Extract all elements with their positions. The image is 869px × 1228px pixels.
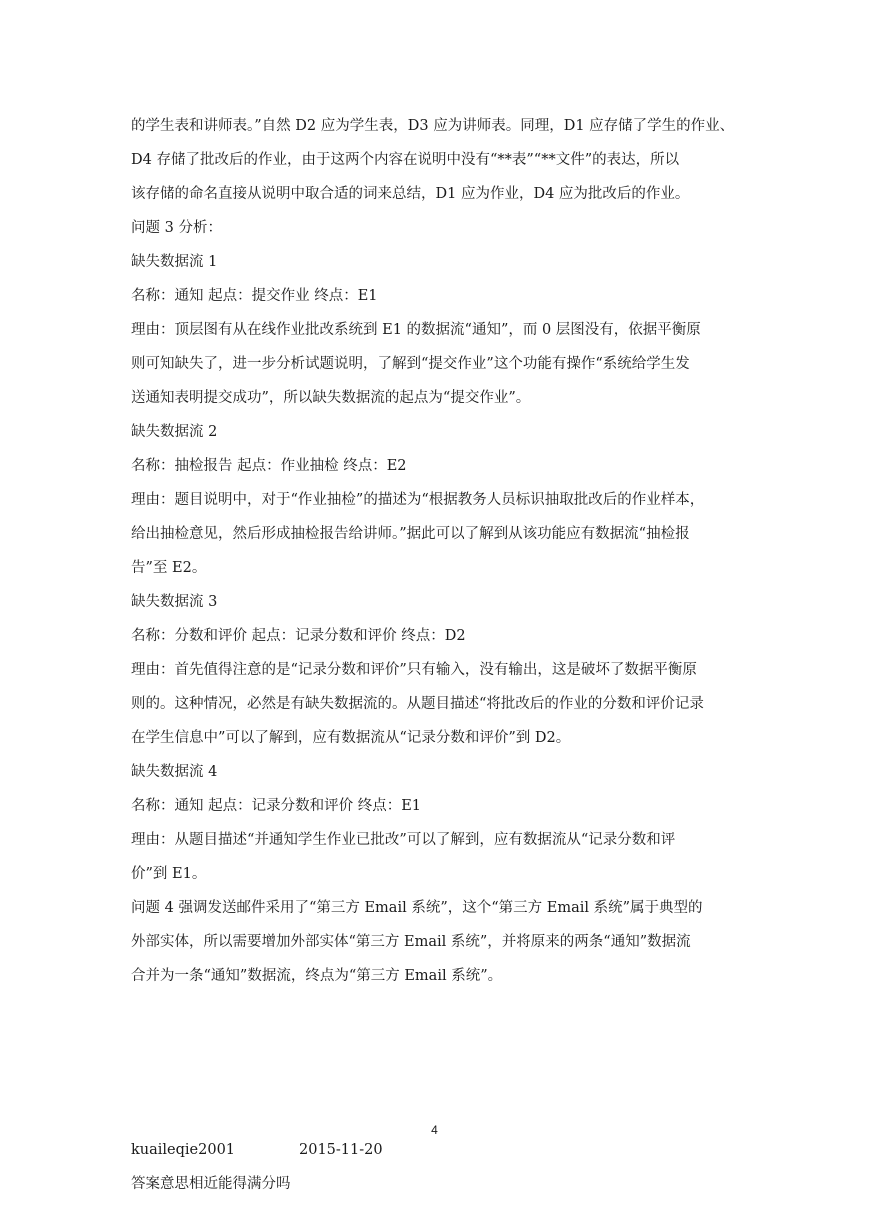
text-line: 的学生表和讲师表。”自然 D2 应为学生表，D3 应为讲师表。同理，D1 应存储了学生的作业、: [131, 118, 735, 134]
text-line: 名称：通知 起点：提交作业 终点：E1: [131, 288, 378, 304]
comment-username: kuaileqie2001: [131, 1142, 236, 1158]
text-line: 名称：分数和评价 起点：记录分数和评价 终点：D2: [131, 628, 466, 644]
text-line: 理由：首先值得注意的是“记录分数和评价”只有输入，没有输出，这是破坏了数据平衡原: [131, 662, 697, 678]
text-line: D4 存储了批改后的作业，由于这两个内容在说明中没有“**表”“**文件”的表达，所以: [131, 152, 680, 168]
text-line: 缺失数据流 1: [131, 254, 218, 270]
text-line: 告”至 E2。: [131, 560, 207, 576]
page-number: 4: [431, 1123, 438, 1137]
text-line: 名称：抽检报告 起点：作业抽检 终点：E2: [131, 458, 407, 474]
text-line: 缺失数据流 4: [131, 764, 218, 780]
document-body: [131, 109, 741, 1201]
spacer: [131, 993, 741, 1133]
text-line: 在学生信息中”可以了解到，应有数据流从“记录分数和评价”到 D2。: [131, 730, 571, 746]
text-line: 理由：题目说明中，对于“作业抽检”的描述为“根据教务人员标识抽取批改后的作业样本，: [131, 492, 705, 508]
text-line: 外部实体，所以需要增加外部实体“第三方 Email 系统”，并将原来的两条“通知”数据流: [131, 934, 691, 950]
text-line: 名称：通知 起点：记录分数和评价 终点：E1: [131, 798, 422, 814]
text-line: 则可知缺失了，进一步分析试题说明，了解到“提交作业”这个功能有操作“系统给学生发: [131, 356, 690, 372]
text-line: 给出抽检意见，然后形成抽检报告给讲师。”据此可以了解到从该功能应有数据流“抽检报: [131, 526, 690, 542]
text-line: 价”到 E1。: [131, 866, 207, 882]
text-line: 问题 3 分析：: [131, 220, 222, 236]
comment-date: 2015-11-20: [299, 1142, 383, 1158]
comment-text: 答案意思相近能得满分吗: [131, 1176, 291, 1192]
text-line: 理由：顶层图有从在线作业批改系统到 E1 的数据流“通知”，而 0 层图没有，依据平衡原: [131, 322, 701, 338]
text-line: 合并为一条“通知”数据流，终点为“第三方 Email 系统”。: [131, 968, 503, 984]
text-line: 缺失数据流 3: [131, 594, 218, 610]
text-line: 缺失数据流 2: [131, 424, 218, 440]
text-line: 理由：从题目描述“并通知学生作业已批改”可以了解到，应有数据流从“记录分数和评: [131, 832, 676, 848]
text-line: 该存储的命名直接从说明中取合适的词来总结，D1 应为作业，D4 应为批改后的作业。: [131, 186, 690, 202]
text-line: 问题 4 强调发送邮件采用了“第三方 Email 系统”，这个“第三方 Email 系统”属于典型的: [131, 900, 703, 916]
paragraph-lines: [131, 109, 741, 993]
text-line: 则的。这种情况，必然是有缺失数据流的。从题目描述“将批改后的作业的分数和评价记录: [131, 696, 704, 712]
text-line: 送通知表明提交成功”，所以缺失数据流的起点为“提交作业”。: [131, 390, 531, 406]
